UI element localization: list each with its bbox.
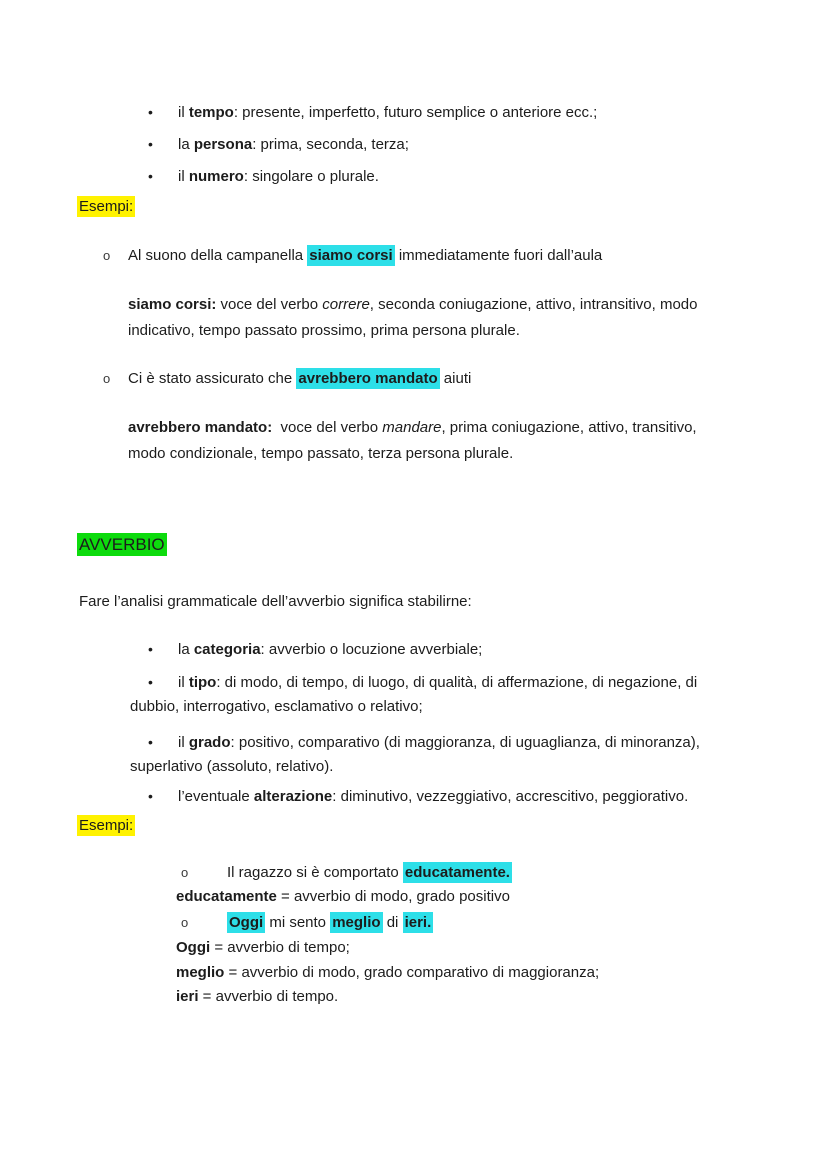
adverb-property-item-grado-wrap [130,757,333,779]
text-segment: alterazione [253,788,333,805]
avverbio-heading [77,535,167,557]
bullet-disc-icon: • [148,788,153,804]
bullet-disc-icon: • [148,641,153,657]
adverb-example-sentence-2 [181,913,433,935]
text-segment: voce del verbo [272,419,383,436]
bullet-circle-icon: o [181,865,189,880]
text-segment: = avverbio di modo, grado positivo [276,888,510,905]
text-segment: : presente, imperfetto, futuro semplice o anteriore ecc.; [233,104,598,121]
text-segment: aiuti [439,370,472,387]
text-segment: dubbio, interrogativo, esclamativo o relativo; [130,698,423,715]
highlighted-text: siamo corsi [309,247,393,264]
adverb-example-text [227,912,433,933]
text-segment: la [178,136,194,153]
adverb-property-item-grado [148,732,700,754]
text-segment: ieri [176,988,199,1005]
green-highlight: AVVERBIO [79,535,165,554]
analysis-text [176,939,350,956]
verb-property-text [178,136,409,153]
avverbio-intro-paragraph [79,592,472,614]
bullet-circle-icon: o [103,371,111,386]
text-segment: tipo [188,674,217,691]
analysis-text [128,445,513,462]
text-segment: mi sento [265,914,331,931]
adverb-property-item-alterazione [148,786,688,808]
example-analysis-1-line2 [128,321,520,343]
adverb-example-analysis-ieri [176,987,338,1009]
text-segment: mandare [382,419,442,436]
analysis-text [128,296,698,313]
bullet-disc-icon: • [148,136,153,152]
text-segment: indicativo, tempo passato prossimo, prima persona plurale. [128,322,520,339]
text-segment: modo condizionale, tempo passato, terza persona plurale. [128,445,514,462]
adverb-property-text [178,641,482,658]
text-segment: : positivo, comparativo (di maggioranza, di uguaglianza, di minoranza), [230,734,700,751]
adverb-property-text [130,698,423,715]
adverb-property-item-tipo-wrap [130,697,423,719]
text-segment: categoria [193,641,261,658]
adverb-property-item-tipo [148,672,697,694]
text-segment: l’eventuale [178,788,254,805]
adverb-example-sentence-1 [181,863,512,885]
bullet-disc-icon: • [148,104,153,120]
esempi-label-1 [77,197,135,219]
text-segment: la [178,641,194,658]
bullet-circle-icon: o [103,248,111,263]
example-analysis-2-line1 [128,418,697,440]
example-sentence-2 [103,369,471,391]
highlighted-text: Oggi [229,914,264,931]
yellow-highlight: Esempi: [79,198,134,215]
text-segment: siamo corsi: [128,296,217,313]
text-segment: immediatamente fuori dall’aula [394,247,603,264]
text-segment: = avverbio di tempo. [198,988,339,1005]
intro-text: Fare l’analisi grammaticale dell’avverbio significa stabilirne: [79,593,472,610]
text-segment: : prima, seconda, terza; [252,136,409,153]
verb-property-item-persona [148,134,409,156]
text-segment: il [178,734,189,751]
text-segment: , seconda coniugazione, attivo, intransitivo, modo [369,296,698,313]
text-segment: Al suono della campanella [128,247,308,264]
text-segment: correre [322,296,370,313]
text-segment: = avverbio di tempo; [210,939,350,956]
example-sentence-text [128,368,471,389]
analysis-text [176,988,338,1005]
example-sentence-text [128,245,602,266]
text-segment: Il ragazzo si è comportato [227,864,403,881]
text-segment: numero [188,168,244,185]
text-segment: educatamente [176,888,277,905]
text-segment: grado [188,734,231,751]
highlighted-text: educatamente. [404,864,510,881]
text-segment: : di modo, di tempo, di luogo, di qualità, di affermazione, di negazione, di [216,674,698,691]
adverb-example-analysis-meglio [176,963,599,985]
verb-property-text [178,168,379,185]
esempi-label-2 [77,816,135,838]
bullet-disc-icon: • [148,168,153,184]
text-segment: il [178,168,189,185]
adverb-example-analysis-oggi [176,938,350,960]
text-segment: : diminutivo, vezzeggiativo, accrescitivo, peggiorativo. [332,788,689,805]
highlighted-text: ieri. [404,914,432,931]
text-segment: tempo [188,104,234,121]
example-sentence-1 [103,246,602,268]
text-segment: il [178,674,189,691]
text-segment: superlativo (assoluto, relativo). [130,758,334,775]
text-segment: di [382,914,403,931]
text-segment: = avverbio di modo, grado comparativo di maggioranza; [224,964,600,981]
bullet-disc-icon: • [148,674,153,690]
text-segment: avrebbero mandato: [128,419,273,436]
text-segment: meglio [176,964,225,981]
text-segment: Ci è stato assicurato che [128,370,297,387]
text-segment: Oggi [176,939,211,956]
highlighted-text: avrebbero mandato [298,370,438,387]
analysis-text [176,888,510,905]
text-segment: il [178,104,189,121]
verb-property-item-tempo [148,102,597,124]
example-analysis-2-line2 [128,444,513,466]
adverb-property-text [178,734,700,751]
analysis-text [128,322,520,339]
analysis-text [128,419,697,436]
adverb-property-text [178,674,697,691]
adverb-property-text [178,788,688,805]
yellow-highlight: Esempi: [79,817,134,834]
text-segment: voce del verbo [216,296,323,313]
highlighted-text: meglio [332,914,381,931]
text-segment: persona [193,136,253,153]
adverb-example-analysis-educatamente [176,887,510,909]
adverb-property-item-categoria [148,639,482,661]
example-analysis-1-line1 [128,295,698,317]
bullet-disc-icon: • [148,734,153,750]
adverb-example-text [227,862,512,883]
adverb-property-text [130,758,333,775]
analysis-text [176,964,599,981]
verb-property-text [178,104,597,121]
verb-property-item-numero [148,166,379,188]
bullet-circle-icon: o [181,915,189,930]
text-segment: , prima coniugazione, attivo, transitivo, [441,419,697,436]
text-segment: : singolare o plurale. [243,168,379,185]
text-segment: : avverbio o locuzione avverbiale; [260,641,483,658]
